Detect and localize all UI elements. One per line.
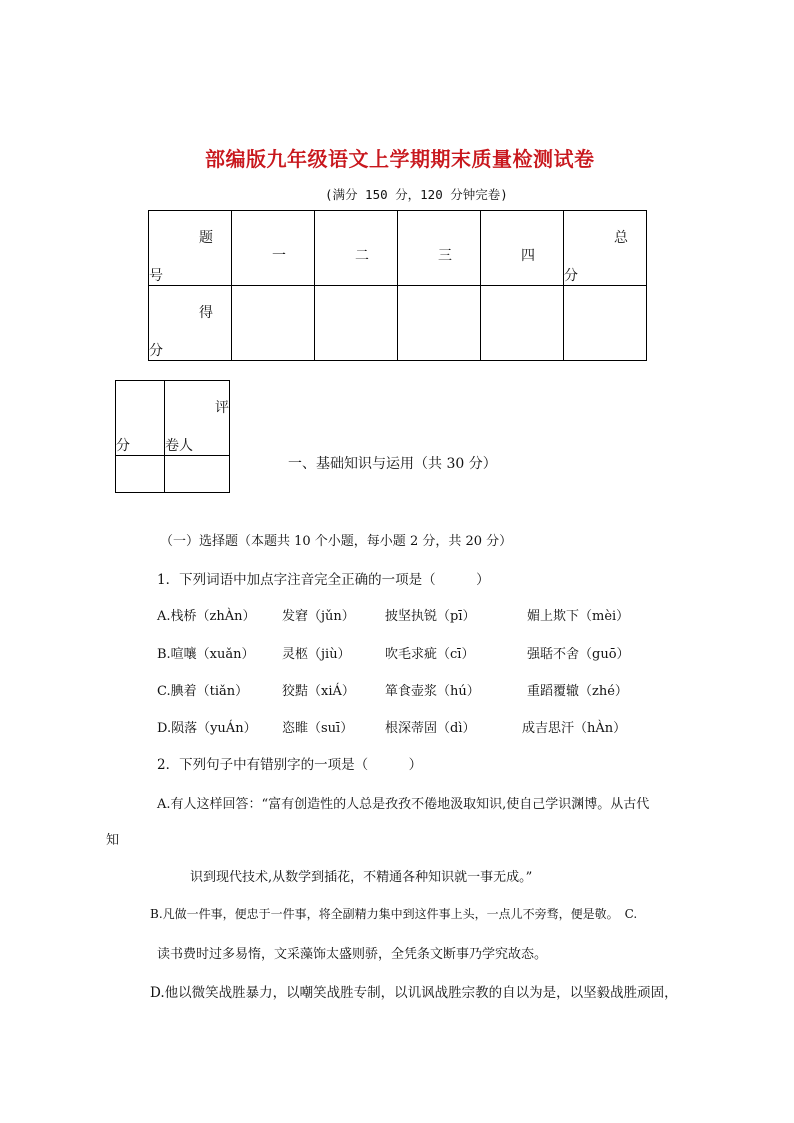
option-text: 媚上欺下（mèi） — [527, 609, 630, 624]
question-1-stem: 1．下列词语中加点字注音完全正确的一项是（ ） — [157, 572, 490, 588]
grader-score-label: 分 — [116, 438, 130, 454]
option-text: 狡黠（xiÁ） — [282, 684, 355, 699]
score-col-4 — [481, 211, 564, 286]
col-label: 三 — [438, 248, 452, 264]
score-cell[interactable] — [564, 286, 647, 361]
option-text: 灵柩（jiù） — [282, 647, 351, 662]
score-col-1 — [232, 211, 315, 286]
page-title: 部编版九年级语文上学期期末质量检测试卷 — [205, 147, 595, 171]
score-col-2 — [315, 211, 398, 286]
score-row-label-bottom: 分 — [149, 343, 163, 359]
grader-score-header — [116, 381, 165, 456]
score-label-top: 题 — [199, 230, 213, 246]
grader-name-header — [165, 381, 230, 456]
table-row — [149, 286, 647, 361]
option-a-line-3: 识到现代技术,从数学到插花，不精通各种知识就一事无成。” — [190, 870, 533, 885]
col-label: 四 — [521, 248, 535, 264]
section-heading: 一、基础知识与运用（共 30 分） — [288, 456, 497, 472]
question-2-stem: 2．下列句子中有错别字的一项是（ ） — [157, 757, 423, 773]
option-text: B.喧嚷（xuǎn） — [157, 647, 255, 662]
option-text: A.栈桥（zhÀn） — [157, 609, 256, 624]
subtitle: (满分 150 分，120 分钟完卷) — [325, 187, 508, 202]
score-col-3 — [398, 211, 481, 286]
table-row — [116, 456, 230, 493]
score-table — [148, 210, 647, 361]
option-text: 披坚执锐（pī） — [385, 609, 476, 624]
option-text: 成吉思汗（hÀn） — [522, 721, 627, 736]
total-label-bottom: 分 — [564, 268, 578, 284]
score-table-header-cell — [149, 211, 232, 286]
option-text: D.陨落（yuÁn） — [157, 721, 257, 736]
subsection-heading: （一）选择题（本题共 10 个小题，每小题 2 分，共 20 分） — [160, 534, 513, 549]
total-label-top: 总 — [614, 230, 628, 246]
option-c-line: 读书费时过多易惰，文采藻饰太盛则骄，全凭条文断事乃学究故态。 — [157, 947, 548, 962]
score-col-total — [564, 211, 647, 286]
score-label-bottom: 号 — [149, 268, 163, 284]
score-row-label — [149, 286, 232, 361]
grader-table — [115, 380, 230, 493]
option-text: 强聒不舍（guō） — [527, 647, 630, 662]
option-text: C.腆着（tiǎn） — [157, 684, 249, 699]
option-a-line-2: 知 — [106, 833, 120, 848]
option-text: 根深蒂固（dì） — [385, 721, 476, 736]
option-text: 箪食壶浆（hú） — [385, 684, 480, 699]
grader-score-cell[interactable] — [116, 456, 165, 493]
option-b-line: B.凡做一件事，便忠于一件事，将全副精力集中到这件事上头，一点儿不旁骛，便是敬。 C. — [150, 907, 638, 921]
option-text: 重蹈覆辙（zhé） — [527, 684, 628, 699]
score-cell[interactable] — [232, 286, 315, 361]
score-cell[interactable] — [481, 286, 564, 361]
col-label: 一 — [272, 248, 286, 264]
option-text: 发窘（jǔn） — [282, 609, 355, 624]
table-row — [116, 381, 230, 456]
option-d-line: D.他以微笑战胜暴力，以嘲笑战胜专制，以讥讽战胜宗教的自以为是，以坚毅战胜顽固， — [150, 985, 678, 1001]
table-row — [149, 211, 647, 286]
score-row-label-top: 得 — [199, 305, 213, 321]
grader-label-top: 评 — [215, 400, 229, 416]
option-text: 恣睢（suī） — [282, 721, 354, 736]
score-cell[interactable] — [315, 286, 398, 361]
option-a-line-1: A.有人这样回答：“富有创造性的人总是孜孜不倦地汲取知识,使自己学识渊博。从古代 — [157, 797, 650, 812]
grader-name-cell[interactable] — [165, 456, 230, 493]
option-text: 吹毛求疵（cī） — [385, 647, 475, 662]
grader-label-bottom: 卷人 — [165, 438, 193, 454]
col-label: 二 — [355, 248, 369, 264]
score-cell[interactable] — [398, 286, 481, 361]
